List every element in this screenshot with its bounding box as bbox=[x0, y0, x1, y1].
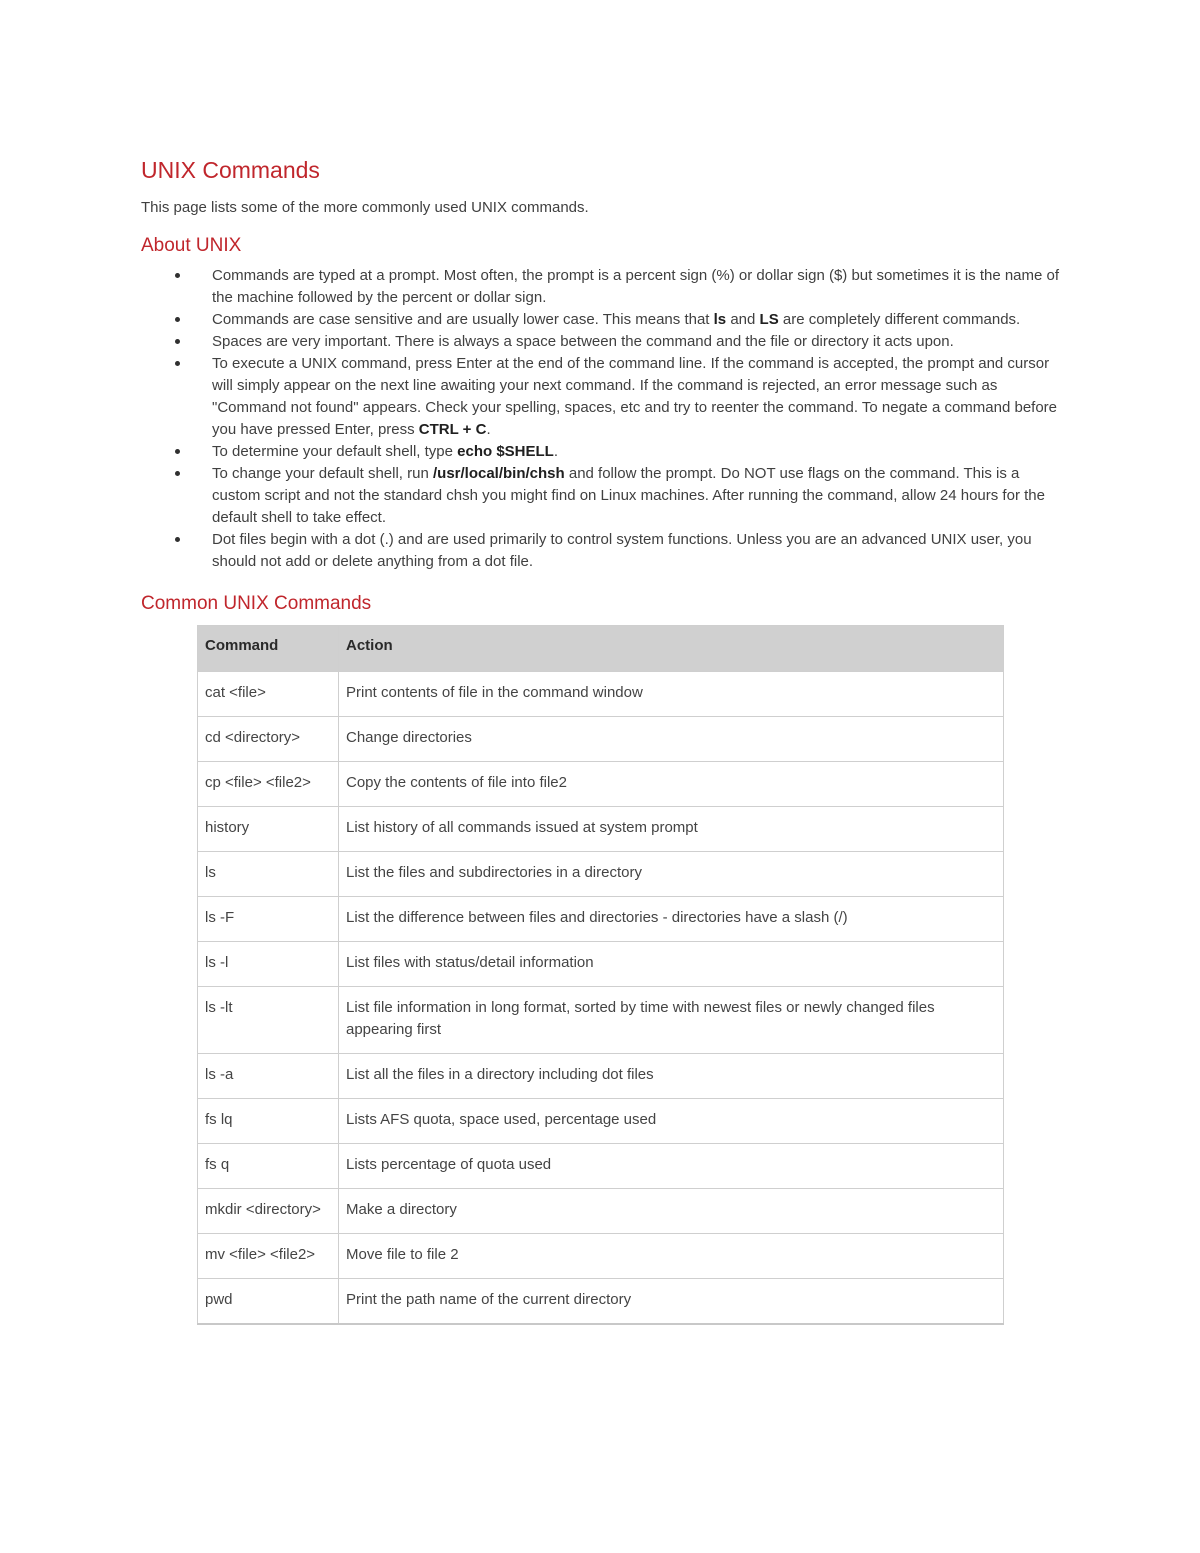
list-item bbox=[141, 441, 1061, 463]
command-cell: ls -lt bbox=[198, 987, 339, 1054]
bullet-icon bbox=[175, 449, 180, 454]
text-run: To change your default shell, run bbox=[212, 465, 433, 482]
command-cell: ls -l bbox=[198, 942, 339, 987]
command-cell: mv <file> <file2> bbox=[198, 1234, 339, 1279]
table-row bbox=[198, 942, 1004, 987]
action-cell: List all the files in a directory including dot files bbox=[339, 1054, 1004, 1099]
command-cell: fs lq bbox=[198, 1099, 339, 1144]
commands-table-body bbox=[198, 672, 1004, 1325]
about-unix-list bbox=[141, 265, 1061, 573]
list-item bbox=[141, 463, 1061, 529]
command-cell: cat <file> bbox=[198, 672, 339, 717]
text-run: . bbox=[553, 443, 558, 460]
action-cell: List the files and subdirectories in a directory bbox=[339, 852, 1004, 897]
bullet-icon bbox=[175, 361, 180, 366]
document-page bbox=[141, 152, 1061, 1379]
bullet-icon bbox=[175, 339, 180, 344]
table-row bbox=[198, 807, 1004, 852]
command-cell: cp <file> <file2> bbox=[198, 762, 339, 807]
list-item bbox=[141, 353, 1061, 441]
action-cell: List file information in long format, sorted by time with newest files or newly changed files appearing first bbox=[339, 987, 1004, 1054]
bullet-icon bbox=[175, 273, 180, 278]
table-row bbox=[198, 987, 1004, 1054]
list-item bbox=[141, 331, 1061, 353]
section-heading-common-commands: Common UNIX Commands bbox=[141, 593, 372, 614]
table-row bbox=[198, 1279, 1004, 1325]
column-header-action: Action bbox=[339, 626, 1004, 672]
command-cell: ls bbox=[198, 852, 339, 897]
text-run: Commands are typed at a prompt. Most often, the prompt is a percent sign (%) or dollar sign ($) but sometimes it is the name of the machine followed by the percent or dollar sign. bbox=[212, 267, 1060, 306]
text-run: Commands are case sensitive and are usually lower case. This means that bbox=[212, 311, 714, 328]
action-cell: List files with status/detail information bbox=[339, 942, 1004, 987]
table-row bbox=[198, 1099, 1004, 1144]
bullet-icon bbox=[175, 537, 180, 542]
column-header-command: Command bbox=[198, 626, 339, 672]
commands-table-wrapper bbox=[141, 619, 1061, 1379]
table-header-row bbox=[198, 626, 1004, 672]
bold-text: CTRL + C bbox=[418, 421, 487, 438]
table-row bbox=[198, 852, 1004, 897]
bullet-icon bbox=[175, 471, 180, 476]
list-item bbox=[141, 309, 1061, 331]
table-row bbox=[198, 1189, 1004, 1234]
text-run: and bbox=[726, 311, 760, 328]
text-run: are completely different commands. bbox=[778, 311, 1021, 328]
command-cell: cd <directory> bbox=[198, 717, 339, 762]
action-cell: Move file to file 2 bbox=[339, 1234, 1004, 1279]
command-cell: ls -a bbox=[198, 1054, 339, 1099]
action-cell: Print contents of file in the command window bbox=[339, 672, 1004, 717]
action-cell: Change directories bbox=[339, 717, 1004, 762]
action-cell: Copy the contents of file into file2 bbox=[339, 762, 1004, 807]
command-cell: fs q bbox=[198, 1144, 339, 1189]
table-row bbox=[198, 1054, 1004, 1099]
list-item bbox=[141, 529, 1061, 573]
bold-text: LS bbox=[759, 311, 779, 328]
table-row bbox=[198, 672, 1004, 717]
command-cell: pwd bbox=[198, 1279, 339, 1325]
command-cell: history bbox=[198, 807, 339, 852]
bold-text: ls bbox=[713, 311, 727, 328]
text-run: Dot files begin with a dot (.) and are used primarily to control system functions. Unless you are an advanced UNIX user, you should not add or delete anything from a dot file. bbox=[212, 531, 1032, 570]
action-cell: Make a directory bbox=[339, 1189, 1004, 1234]
table-row bbox=[198, 1234, 1004, 1279]
table-row bbox=[198, 762, 1004, 807]
bold-text: echo $SHELL bbox=[457, 443, 554, 460]
list-item bbox=[141, 265, 1061, 309]
text-run: Spaces are very important. There is always a space between the command and the file or directory it acts upon. bbox=[212, 333, 954, 350]
action-cell: Lists percentage of quota used bbox=[339, 1144, 1004, 1189]
table-row bbox=[198, 717, 1004, 762]
command-cell: mkdir <directory> bbox=[198, 1189, 339, 1234]
command-cell: ls -F bbox=[198, 897, 339, 942]
intro-paragraph: This page lists some of the more commonly used UNIX commands. bbox=[141, 199, 589, 216]
page-title: UNIX Commands bbox=[141, 157, 320, 183]
action-cell: List history of all commands issued at system prompt bbox=[339, 807, 1004, 852]
action-cell: List the difference between files and directories - directories have a slash (/) bbox=[339, 897, 1004, 942]
table-row bbox=[198, 897, 1004, 942]
text-run: . bbox=[486, 421, 491, 438]
table-row bbox=[198, 1144, 1004, 1189]
action-cell: Print the path name of the current directory bbox=[339, 1279, 1004, 1325]
text-run: To determine your default shell, type bbox=[212, 443, 458, 460]
bold-text: /usr/local/bin/chsh bbox=[432, 465, 565, 482]
commands-table bbox=[197, 625, 1004, 1325]
bullet-icon bbox=[175, 317, 180, 322]
text-run: To execute a UNIX command, press Enter at the end of the command line. If the command is accepted, the prompt and cursor will simply appear on the next line awaiting your next command. If the command is rejected, an error message such as "Command not found" appears. Check your spelling, spaces, etc and try to reenter the command. To negate a command before you have pressed Enter, press bbox=[212, 355, 1058, 438]
section-heading-about-unix: About UNIX bbox=[141, 235, 242, 256]
action-cell: Lists AFS quota, space used, percentage used bbox=[339, 1099, 1004, 1144]
text-run: and follow the prompt. Do NOT use flags on the command. This is a custom script and not the standard chsh you might find on Linux machines. After running the command, allow 24 hours for the default shell to take effect. bbox=[212, 465, 1045, 526]
